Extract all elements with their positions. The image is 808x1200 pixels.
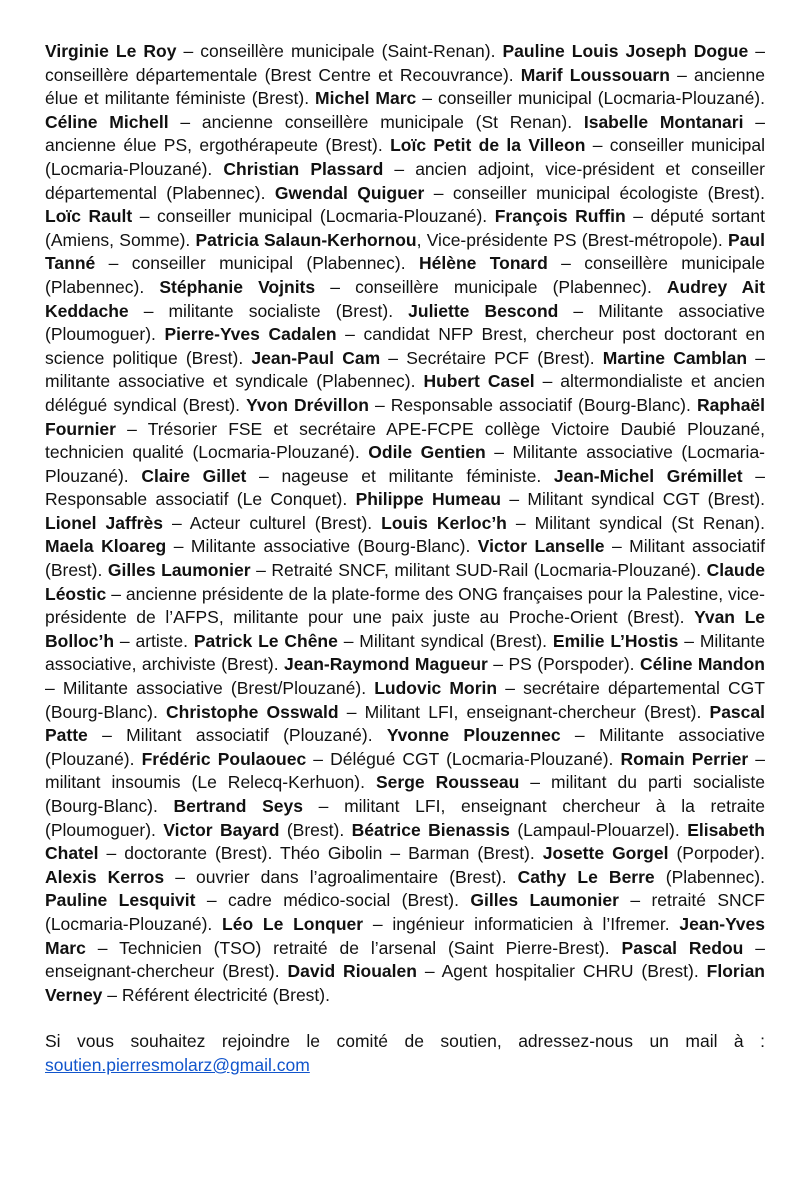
supporter-description: (Plabennec).: [654, 866, 765, 887]
supporter-name: François Ruffin: [494, 206, 626, 227]
supporter-description: – militant insoumis (Le Relecq-Kerhuon).: [45, 748, 765, 793]
supporter-description: – conseillère municipale (Saint-Renan).: [176, 41, 503, 61]
supporter-name: Martine Camblan: [602, 347, 748, 368]
supporter-description: – conseillère municipale (Plabennec).: [45, 253, 765, 297]
supporter-name: Ludovic Morin: [374, 678, 498, 699]
supporter-name: Victor Lanselle: [477, 536, 605, 557]
supporter-name: Claude Léostic: [45, 560, 766, 604]
supporter-description: (Brest).: [279, 819, 352, 840]
supporter-name: Pierre-Yves Cadalen: [164, 324, 337, 345]
supporter-description: – Délégué CGT (Locmaria-Plouzané).: [306, 748, 621, 769]
supporter-description: – Agent hospitalier CHRU (Brest).: [416, 961, 707, 982]
supporter-description: – Responsable associatif (Le Conquet).: [45, 465, 765, 510]
email-link[interactable]: soutien.pierresmolarz@gmail.com: [45, 1054, 310, 1075]
supporter-name: Gilles Laumonier: [107, 560, 251, 581]
supporter-description: – Militant syndical (Brest).: [337, 630, 553, 651]
supporter-name: Michel Marc: [315, 88, 417, 109]
supporter-name: Stéphanie Vojnits: [159, 276, 316, 297]
supporter-name: Marif Loussouarn: [520, 64, 670, 85]
supporter-name: Hélène Tonard: [418, 253, 548, 274]
supporter-description: – militante socialiste (Brest).: [128, 300, 409, 321]
supporter-name: Jean-Paul Cam: [251, 347, 381, 368]
supporter-name: David Rioualen: [287, 961, 417, 982]
supporter-name: Béatrice Bienassis: [351, 819, 510, 840]
supporter-description: – Secrétaire PCF (Brest).: [380, 347, 603, 368]
supporter-name: Yvonne Plouzennec: [386, 725, 561, 746]
supporter-name: Loïc Rault: [45, 206, 133, 227]
supporter-name: Odile Gentien: [368, 442, 486, 463]
supporter-description: – militant du parti socialiste (Bourg-Blanc).: [45, 772, 765, 816]
supporter-description: – Militant associatif (Brest).: [45, 536, 766, 581]
supporter-description: – conseillère municipale (Plabennec).: [315, 276, 667, 297]
supporter-name: Pauline Lesquivit: [45, 890, 196, 911]
supporter-name: Gwendal Quiguer: [274, 182, 425, 203]
supporter-description: – conseiller municipal (Locmaria-Plouzané).: [416, 88, 765, 109]
supporter-name: Pascal Redou: [621, 937, 744, 958]
supporter-description: – militant LFI, enseignant chercheur à la retraite (Ploumoguer).: [45, 796, 765, 840]
supporter-description: – ouvrier dans l’agroalimentaire (Brest).: [164, 866, 518, 887]
supporter-description: – Référent électricité (Brest).: [102, 984, 330, 1005]
supporter-name: Jean-Michel Grémillet: [553, 465, 743, 486]
supporter-name: Juliette Bescond: [408, 300, 559, 321]
supporter-name: Christophe Osswald: [166, 701, 339, 722]
supporter-description: – conseiller municipal (Plabennec).: [95, 253, 419, 274]
closing-paragraph: [45, 1030, 765, 1077]
supporter-name: Yvan Le Bolloc’h: [45, 607, 765, 651]
supporter-name: Christian Plassard: [223, 158, 384, 179]
supporter-name: Florian Verney: [45, 961, 765, 1005]
supporter-description: – Militante associative (Brest/Plouzané).: [45, 678, 375, 699]
supporter-description: – Militant syndical CGT (Brest).: [501, 489, 766, 510]
supporter-description: – PS (Porspoder).: [487, 654, 640, 675]
supporter-description: – conseiller municipal écologiste (Brest).: [424, 182, 765, 203]
supporter-description: – conseiller municipal (Locmaria-Plouzané).: [132, 206, 495, 227]
supporter-name: Raphaël Fournier: [45, 394, 766, 439]
supporter-description: – cadre médico-social (Brest).: [195, 890, 471, 911]
supporter-name: Patricia Salaun-Kerhornou: [195, 229, 417, 250]
supporter-name: Pauline Louis Joseph Dogue: [502, 41, 749, 61]
supporter-name: Victor Bayard: [163, 819, 280, 840]
supporter-description: – retraité SNCF (Locmaria-Plouzané).: [45, 890, 765, 934]
supporter-name: Elisabeth Chatel: [45, 819, 765, 864]
supporter-name: Lionel Jaffrès: [45, 512, 163, 533]
supporter-description: – Militant associatif (Plouzané).: [87, 725, 387, 746]
supporter-description: – Retraité SNCF, militant SUD-Rail (Locmaria-Plouzané).: [250, 560, 707, 581]
supporter-name: Bertrand Seys: [173, 796, 303, 816]
supporter-description: (Porpoder).: [668, 843, 765, 864]
supporter-name: Philippe Humeau: [355, 489, 501, 510]
supporter-name: Loïc Petit de la Villeon: [390, 135, 586, 156]
supporter-description: – Militante associative (Bourg-Blanc).: [166, 536, 478, 557]
supporter-description: – Acteur culturel (Brest).: [162, 512, 382, 533]
supporter-description: – Technicien (TSO) retraité de l’arsenal (Saint Pierre-Brest).: [85, 937, 622, 958]
supporter-description: – doctorante (Brest). Théo Gibolin – Barman (Brest).: [98, 843, 543, 864]
supporter-name: Serge Rousseau: [375, 772, 520, 793]
supporter-description: – militante associative et syndicale (Plabennec).: [45, 347, 765, 392]
supporter-name: Jean-Raymond Magueur: [284, 654, 488, 675]
supporter-description: – ancienne élue PS, ergothérapeute (Brest).: [45, 111, 765, 156]
supporter-name: Louis Kerloc’h: [381, 512, 507, 533]
supporter-description: – nageuse et militante féministe.: [246, 465, 554, 486]
supporter-name: Céline Mandon: [639, 654, 765, 675]
supporter-description: – Militante associative (Ploumoguer).: [45, 300, 765, 345]
supporter-name: Hubert Casel: [423, 371, 535, 392]
supporter-description: – Militante associative (Plouzané).: [45, 725, 765, 769]
supporter-name: Audrey Ait Keddache: [45, 276, 765, 321]
supporter-description: – conseillère départementale (Brest Centre et Recouvrance).: [45, 41, 765, 85]
supporter-name: Pascal Patte: [45, 701, 765, 746]
document-page: [45, 40, 765, 1078]
supporter-description: – altermondialiste et ancien délégué syndical (Brest).: [45, 371, 766, 415]
supporter-name: Cathy Le Berre: [517, 866, 655, 887]
supporter-description: – ancien adjoint, vice-président et conseiller départemental (Plabennec).: [45, 158, 766, 203]
supporter-name: Maela Kloareg: [45, 536, 167, 557]
supporter-name: Isabelle Montanari: [583, 111, 744, 132]
supporter-description: – ancienne présidente de la plate-forme des ONG françaises pour la Palestine, vice-présidente de l’AFPS, militante pour une paix juste au Proche-Orient (Brest).: [45, 583, 765, 628]
supporter-description: – ingénieur informaticien à l’Ifremer.: [363, 913, 680, 934]
supporter-description: – Militant syndical (St Renan).: [506, 512, 765, 533]
supporter-description: – Militant LFI, enseignant-chercheur (Brest).: [338, 701, 710, 722]
supporter-description: – secrétaire départemental CGT (Bourg-Blanc).: [45, 678, 765, 722]
supporter-name: Yvon Drévillon: [246, 394, 369, 415]
supporter-description: – Militante associative, archiviste (Brest).: [45, 630, 766, 675]
supporter-name: Gilles Laumonier: [470, 890, 619, 911]
supporter-name: Virginie Le Roy: [45, 41, 177, 61]
supporter-name: Patrick Le Chêne: [193, 630, 338, 651]
supporter-description: – enseignant-chercheur (Brest).: [45, 937, 765, 982]
supporter-name: Emilie L’Hostis: [552, 630, 679, 651]
supporter-name: Léo Le Lonquer: [222, 913, 364, 934]
supporter-description: – ancienne conseillère municipale (St Renan).: [168, 111, 584, 132]
supporter-name: Josette Gorgel: [542, 843, 669, 864]
supporter-name: Frédéric Poulaouec: [141, 748, 307, 769]
supporter-description: – conseiller municipal (Locmaria-Plouzané).: [45, 135, 765, 179]
supporter-name: Claire Gillet: [141, 465, 247, 486]
supporter-name: Jean-Yves Marc: [45, 913, 765, 958]
supporter-description: – Militante associative (Locmaria-Plouzané).: [45, 442, 766, 486]
supporter-description: – artiste.: [114, 630, 194, 651]
supporters-paragraph: [45, 40, 765, 1007]
supporter-name: Céline Michell: [45, 111, 169, 132]
supporter-description: – ancienne élue et militante féministe (Brest).: [45, 64, 765, 109]
supporter-name: Alexis Kerros: [45, 866, 165, 887]
supporter-name: Romain Perrier: [620, 748, 749, 769]
supporter-description: – député sortant (Amiens, Somme).: [45, 206, 765, 250]
supporter-description: – candidat NFP Brest, chercheur post doctorant en science politique (Brest).: [45, 324, 766, 368]
closing-text: Si vous souhaitez rejoindre le comité de soutien, adressez-nous un mail à :: [45, 1031, 765, 1052]
supporter-name: Paul Tanné: [45, 229, 765, 274]
supporter-description: – Trésorier FSE et secrétaire APE-FCPE collège Victoire Daubié Plouzané, technicien qualité (Locmaria-Plouzané).: [45, 418, 765, 463]
supporter-description: , Vice-présidente PS (Brest-métropole).: [416, 229, 729, 250]
supporter-description: – Responsable associatif (Bourg-Blanc).: [368, 394, 697, 415]
supporter-description: (Lampaul-Plouarzel).: [509, 819, 688, 840]
